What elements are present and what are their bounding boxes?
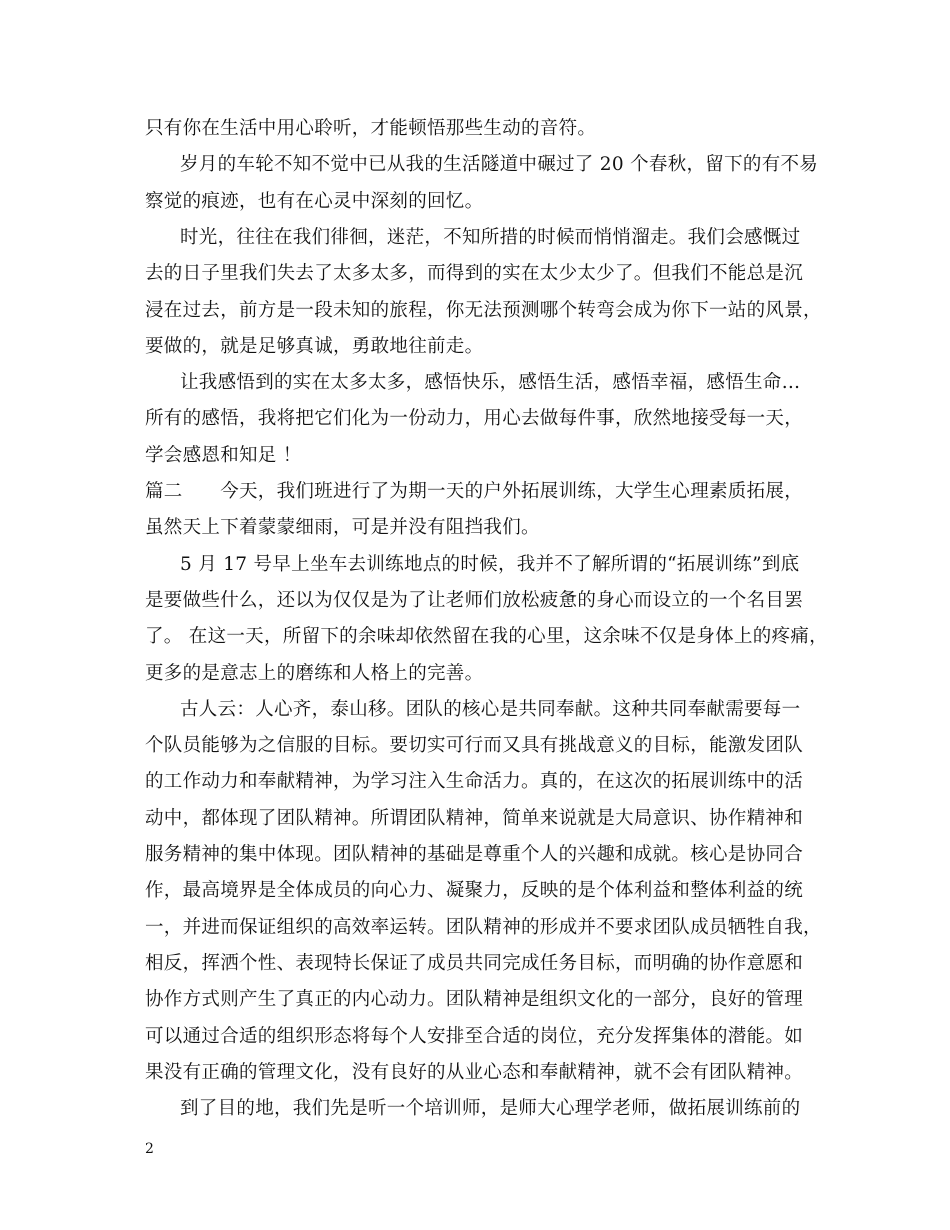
text-line: 让我感悟到的实在太多太多，感悟快乐，感悟生活，感悟幸福，感悟生命… [180, 372, 801, 393]
text-line: 了。 在这一天，所留下的余味却依然留在我的心里，这余味不仅是身体上的疼痛， [145, 626, 828, 647]
text-line: 个队员能够为之信服的目标。要切实可行而又具有挑战意义的目标，能激发团队 [145, 735, 804, 756]
text-line: 动中，都体现了团队精神。所谓团队精神，简单来说就是大局意识、协作精神和 [145, 808, 804, 829]
text-line: 所有的感悟，我将把它们化为一份动力，用心去做每件事，欣然地接受每一天， [145, 408, 804, 429]
text-line: 只有你在生活中用心聆听，才能顿悟那些生动的音符。 [145, 118, 597, 139]
text-line: 作，最高境界是全体成员的向心力、凝聚力，反映的是个体利益和整体利益的统 [145, 880, 804, 901]
text-line: 时光，往往在我们徘徊，迷茫，不知所措的时候而悄悄溜走。我们会感慨过 [180, 227, 801, 248]
text-line: 察觉的痕迹，也有在心灵中深刻的回忆。 [145, 191, 484, 212]
text-line: 相反，挥洒个性、表现特长保证了成员共同完成任务目标，而明确的协作意愿和 [145, 953, 804, 974]
text-line: 协作方式则产生了真正的内心动力。团队精神是组织文化的一部分，良好的管理 [145, 989, 804, 1010]
page-number: 2 [145, 1141, 154, 1157]
text-line: 是要做些什么，还以为仅仅是为了让老师们放松疲惫的身心而设立的一个名目罢 [145, 590, 804, 611]
text-line: 篇二 今天，我们班进行了为期一天的户外拓展训练，大学生心理素质拓展， [145, 481, 804, 502]
text-line: 可以通过合适的组织形态将每个人安排至合适的岗位，充分发挥集体的潜能。如 [145, 1026, 804, 1047]
text-line: 古人云：人心齐，泰山移。团队的核心是共同奉献。这种共同奉献需要每一 [180, 699, 801, 720]
text-line: 学会感恩和知足 ！ [145, 445, 302, 466]
text-line: 浸在过去，前方是一段未知的旅程，你无法预测哪个转弯会成为你下一站的风景， [145, 300, 822, 321]
text-line: 服务精神的集中体现。团队精神的基础是尊重个人的兴趣和成就。核心是协同合 [145, 844, 804, 865]
text-line: 一，并进而保证组织的高效率运转。团队精神的形成并不要求团队成员牺牲自我， [145, 917, 822, 938]
text-line: 虽然天上下着蒙蒙细雨，可是并没有阻挡我们。 [145, 517, 540, 538]
text-line: 更多的是意志上的磨练和人格上的完善。 [145, 663, 484, 684]
text-line: 岁月的车轮不知不觉中已从我的生活隧道中碾过了 20 个春秋，留下的有不易 [180, 154, 819, 175]
text-line: 要做的，就是足够真诚，勇敢地往前走。 [145, 336, 484, 357]
text-line: 去的日子里我们失去了太多太多，而得到的实在太少太少了。但我们不能总是沉 [145, 263, 804, 284]
text-line: 5 月 17 号早上坐车去训练地点的时候，我并不了解所谓的“拓展训练”到底 [180, 554, 800, 575]
text-line: 到了目的地，我们先是听一个培训师，是师大心理学老师，做拓展训练前的 [180, 1098, 801, 1119]
text-line: 果没有正确的管理文化，没有良好的从业心态和奉献精神，就不会有团队精神。 [145, 1062, 804, 1083]
text-line: 的工作动力和奉献精神，为学习注入生命活力。真的，在这次的拓展训练中的活 [145, 771, 804, 792]
